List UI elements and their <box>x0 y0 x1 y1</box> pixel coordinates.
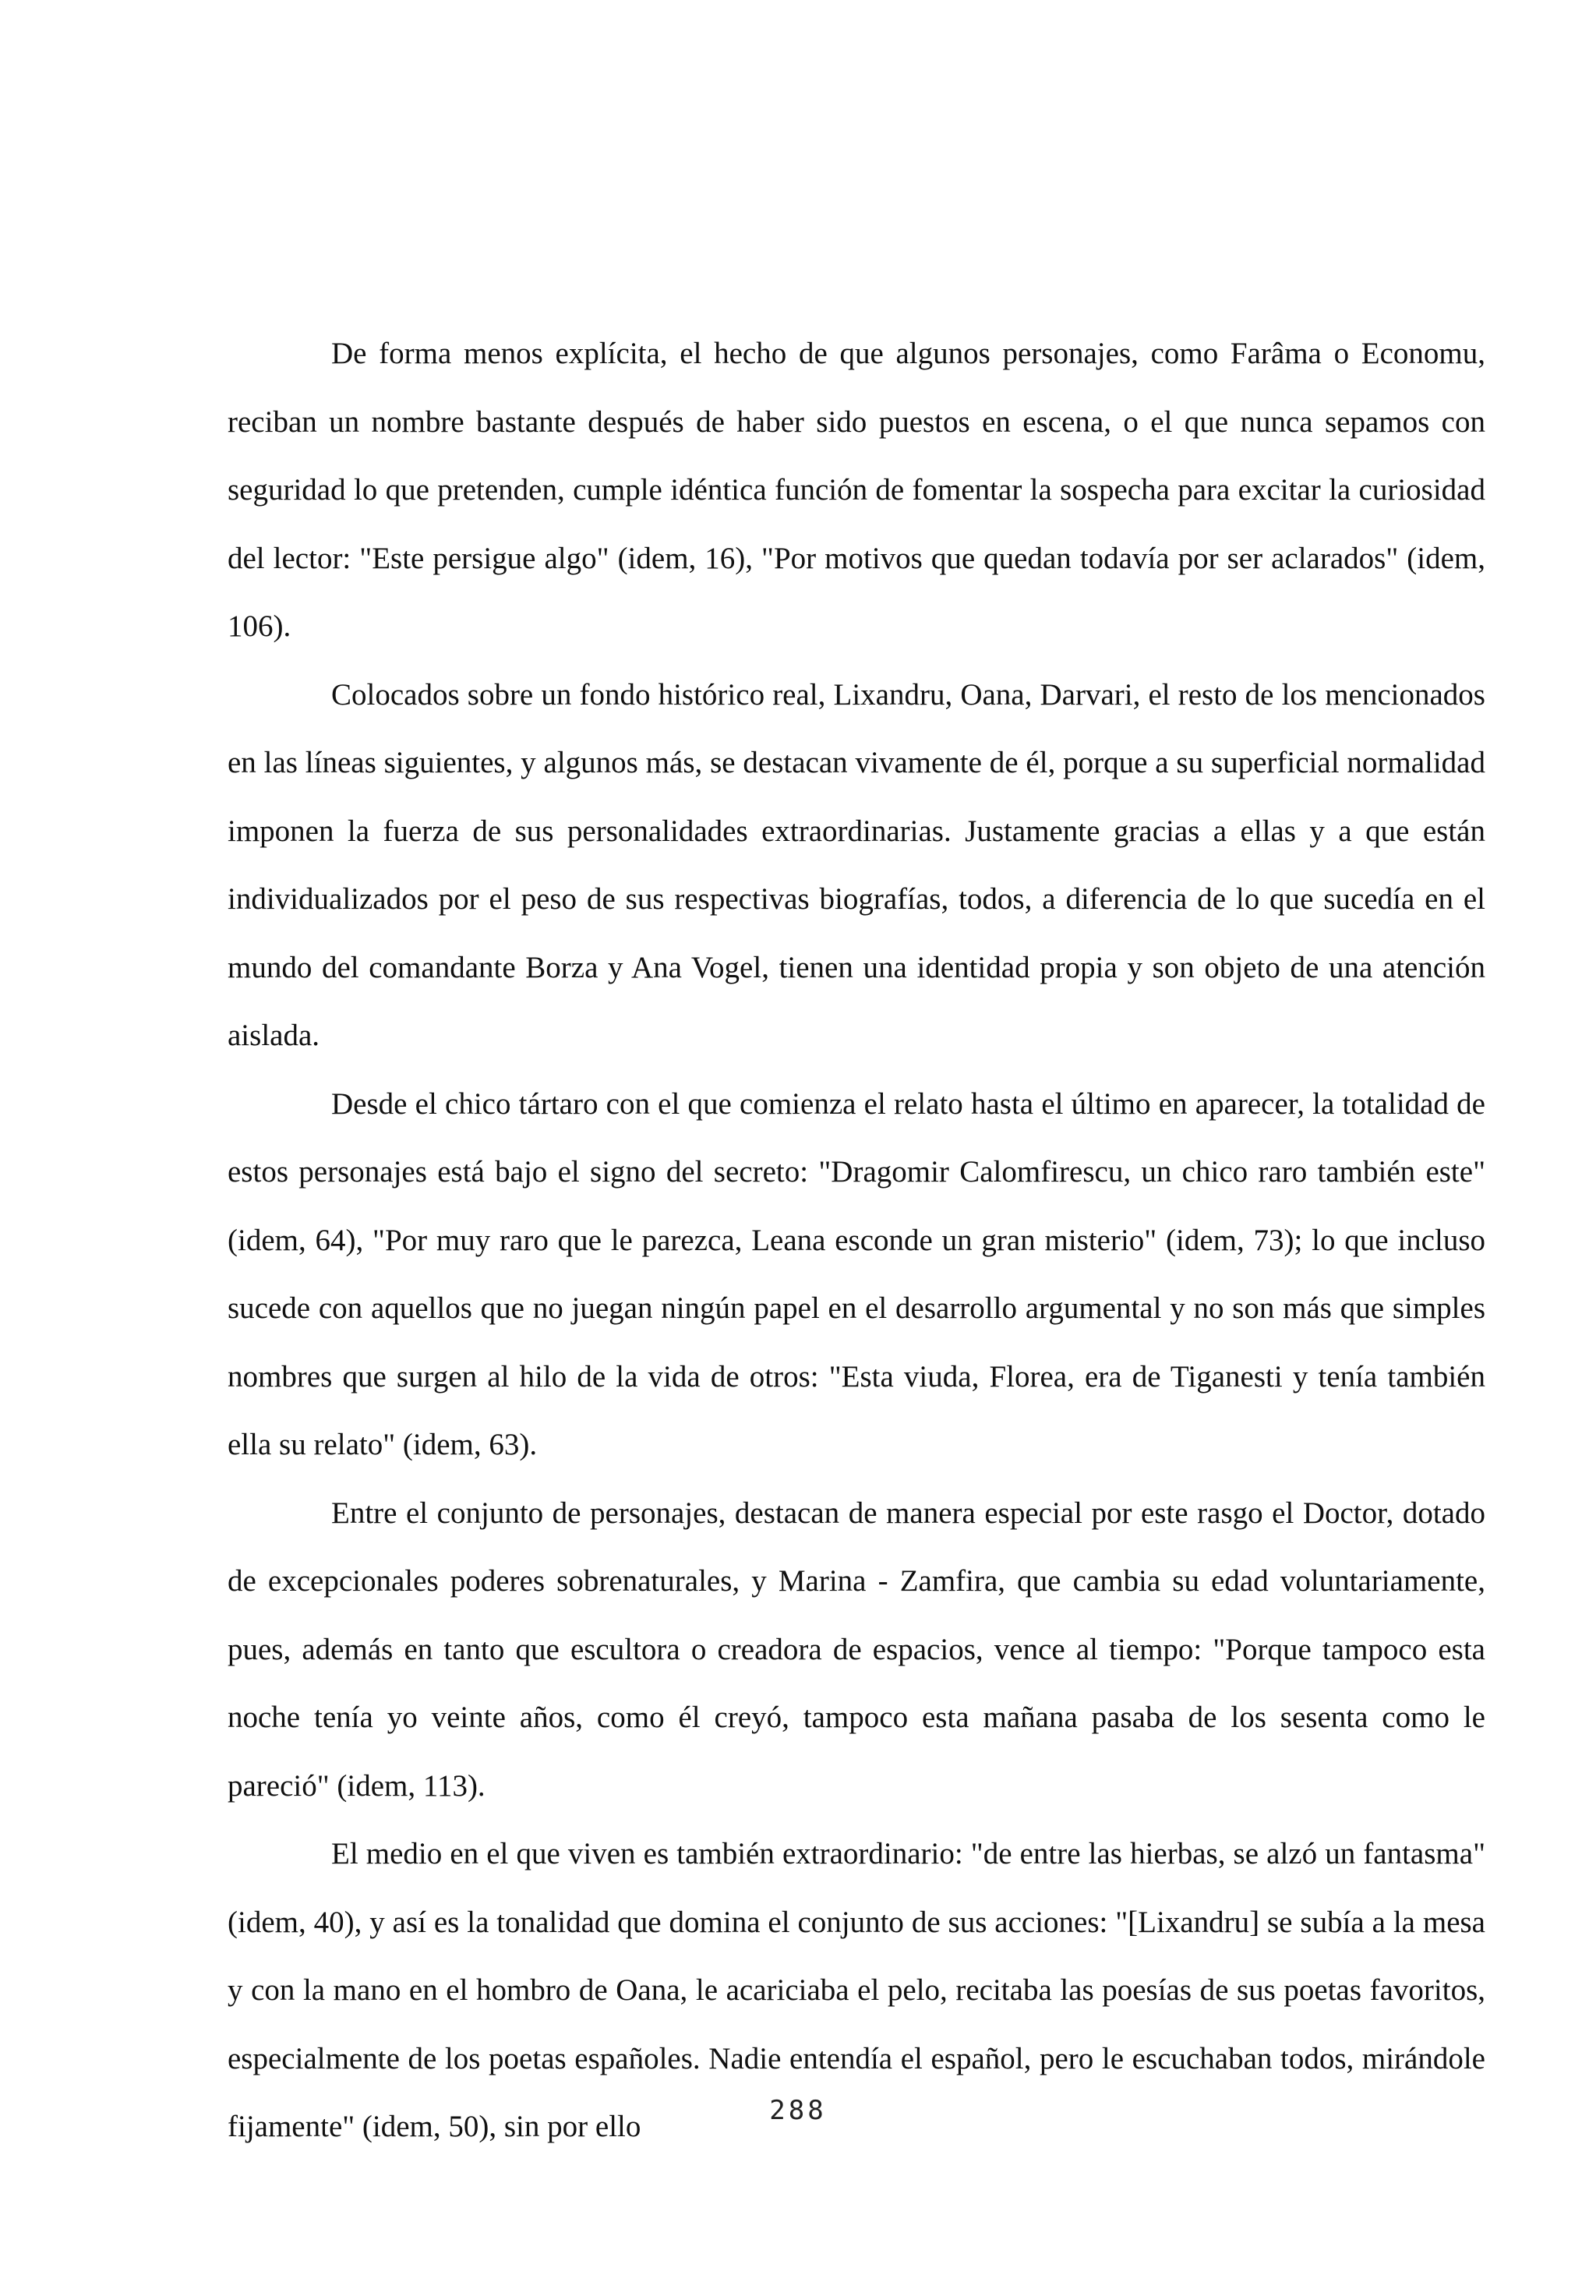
body-text <box>228 320 1485 2161</box>
paragraph-2: Colocados sobre un fondo histórico real, Lixandru, Oana, Darvari, el resto de los mencionados en las líneas siguientes, y algunos más, se destacan vivamente de él, porque a su superficial normalidad imponen la fuerza de sus personalidades extraordinarias. Justamente gracias a ellas y a que están individualizados por el peso de sus respectivas biografías, todos, a diferencia de lo que sucedía en el mundo del comandante Borza y Ana Vogel, tienen una identidad propia y son objeto de una atención aislada. <box>228 677 1485 1052</box>
page-number: 288 <box>769 2095 827 2126</box>
paragraph-5: El medio en el que viven es también extraordinario: "de entre las hierbas, se alzó un fantasma" (idem, 40), y así es la tonalidad que domina el conjunto de sus acciones: "[Lixandru] se subía a la mesa y con la mano en el hombro de Oana, le acariciaba el pelo, recitaba las poesías de sus poetas favoritos, especialmente de los poetas españoles. Nadie entendía el español, pero le escuchaban todos, mirándole fijamente" (idem, 50), sin por ello <box>228 1837 1485 2143</box>
paragraph-3: Desde el chico tártaro con el que comienza el relato hasta el último en aparecer, la totalidad de estos personajes está bajo el signo del secreto: "Dragomir Calomfirescu, un chico raro también este" (idem, 64), "Por muy raro que le parezca, Leana esconde un gran misterio" (idem, 73); lo que incluso sucede con aquellos que no juegan ningún papel en el desarrollo argumental y no son más que simples nombres que surgen al hilo de la vida de otros: "Esta viuda, Florea, era de Tiganesti y tenía también ella su relato" (idem, 63). <box>228 1086 1485 1461</box>
paragraph-4: Entre el conjunto de personajes, destacan de manera especial por este rasgo el Doctor, dotado de excepcionales poderes sobrenaturales, y Marina - Zamfira, que cambia su edad voluntariamente, pues, además en tanto que escultora o creadora de espacios, vence al tiempo: "Porque tampoco esta noche tenía yo veinte años, como él creyó, tampoco esta mañana pasaba de los sesenta como le pareció" (idem, 113). <box>228 1496 1485 1803</box>
paragraph-1: De forma menos explícita, el hecho de que algunos personajes, como Farâma o Economu, reciban un nombre bastante después de haber sido puestos en escena, o el que nunca sepamos con seguridad lo que pretenden, cumple idéntica función de fomentar la sospecha para excitar la curiosidad del lector: "Este persigue algo" (idem, 16), "Por motivos que quedan todavía por ser aclarados" (idem, 106). <box>228 337 1485 643</box>
